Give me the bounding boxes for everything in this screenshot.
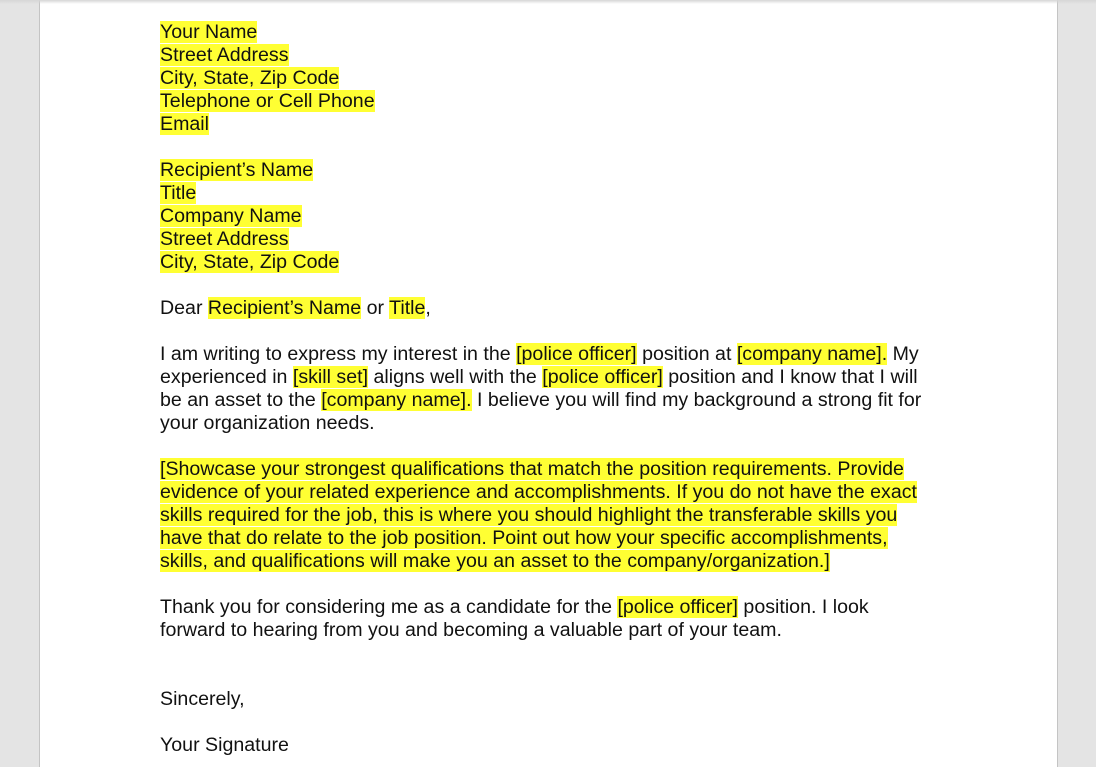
spacer [160, 711, 950, 734]
placeholder-position: [police officer] [516, 343, 637, 365]
placeholder-company: [company name]. [321, 389, 472, 411]
salutation-recipient-name: Recipient’s Name [207, 297, 362, 319]
text: be an asset to the [160, 389, 322, 411]
recipient-company: Company Name [160, 205, 302, 227]
text: experienced in [160, 366, 293, 388]
placeholder-skill-set: [skill set] [292, 366, 369, 388]
sender-name: Your Name [160, 21, 258, 43]
text: position and I know that I will [662, 366, 918, 388]
qualifications-line: [Showcase your strongest qualifications that match the position requirements. Provide [160, 458, 904, 480]
spacer [160, 573, 950, 596]
salutation-prefix: Dear [160, 297, 208, 319]
closing-paragraph [160, 596, 950, 642]
salutation [160, 297, 950, 320]
text: forward to hearing from you and becoming a valuable part of your team. [160, 619, 782, 641]
qualifications-line: evidence of your related experience and accomplishments. If you do not have the exact [160, 481, 917, 503]
qualifications-line: have that do relate to the job position. Point out how your specific accomplishments, [160, 527, 888, 549]
spacer [160, 274, 950, 297]
text: I believe you will find my background a strong fit for [471, 389, 922, 411]
document-page[interactable] [39, 0, 1058, 767]
signoff [160, 688, 950, 757]
qualifications-paragraph [160, 458, 950, 573]
sender-city-state-zip: City, State, Zip Code [160, 67, 340, 89]
signature: Your Signature [160, 734, 289, 756]
placeholder-position: [police officer] [617, 596, 738, 618]
text: position at [636, 343, 737, 365]
salutation-suffix: , [425, 297, 431, 319]
spacer [160, 642, 950, 688]
text: Thank you for considering me as a candidate for the [160, 596, 618, 618]
intro-paragraph [160, 343, 950, 435]
sender-email: Email [160, 113, 209, 135]
letter-body[interactable] [160, 21, 950, 757]
sender-address-block [160, 21, 950, 136]
text: position. I look [737, 596, 869, 618]
text: aligns well with the [368, 366, 543, 388]
sender-phone: Telephone or Cell Phone [160, 90, 375, 112]
text: I am writing to express my interest in the [160, 343, 517, 365]
recipient-name: Recipient’s Name [160, 159, 314, 181]
spacer [160, 435, 950, 458]
recipient-address-block [160, 159, 950, 274]
recipient-street-address: Street Address [160, 228, 289, 250]
spacer [160, 136, 950, 159]
recipient-city-state-zip: City, State, Zip Code [160, 251, 340, 273]
placeholder-company: [company name]. [736, 343, 888, 365]
qualifications-line: skills, and qualifications will make you an asset to the company/organization.] [160, 550, 830, 572]
text: My [887, 343, 919, 365]
salutation-middle: or [361, 297, 390, 319]
salutation-title: Title [389, 297, 426, 319]
spacer [160, 320, 950, 343]
sender-street-address: Street Address [160, 44, 289, 66]
qualifications-line: skills required for the job, this is where you should highlight the transferable skills you [160, 504, 898, 526]
recipient-title: Title [160, 182, 197, 204]
placeholder-position: [police officer] [542, 366, 663, 388]
closing-word: Sincerely, [160, 688, 245, 710]
toolbar-shadow [0, 0, 1096, 4]
text: your organization needs. [160, 412, 375, 434]
